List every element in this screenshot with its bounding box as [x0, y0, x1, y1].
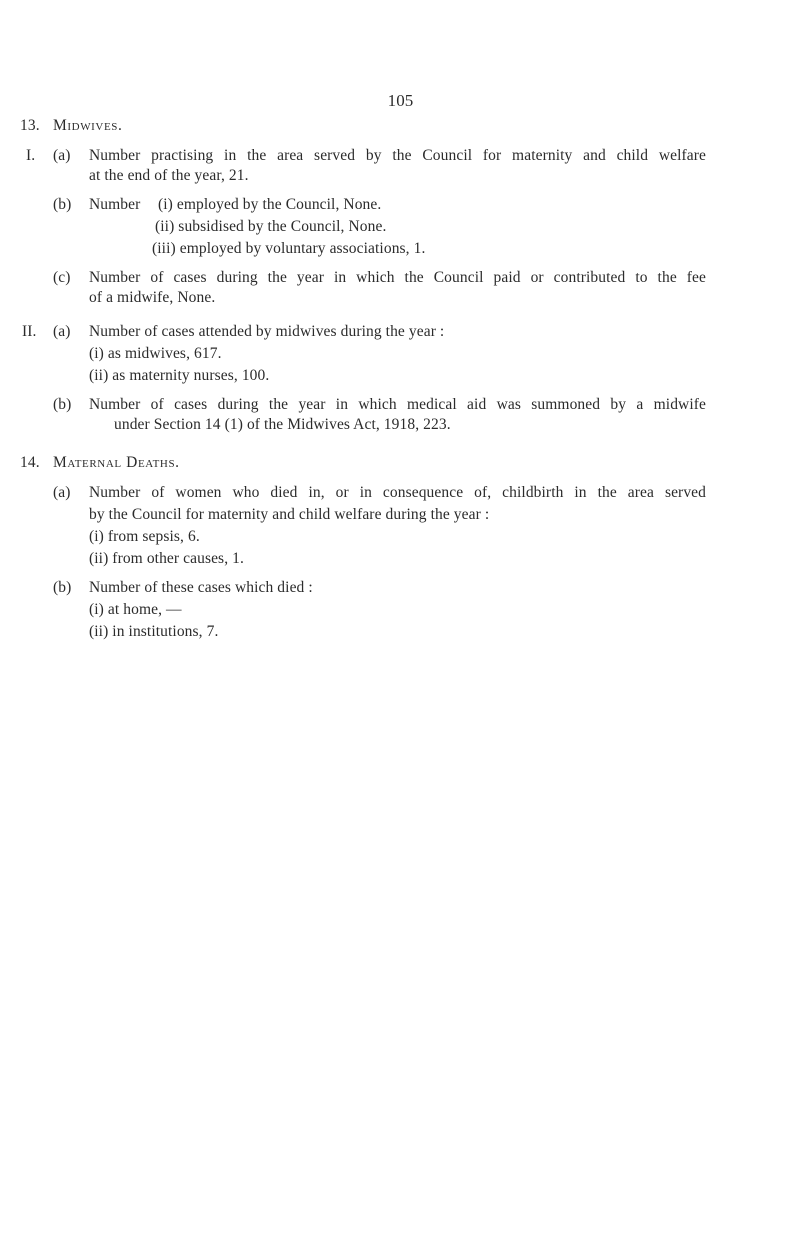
item-1b-label: (b) — [53, 196, 72, 213]
item-14b-line1: Number of these cases which died : — [89, 579, 313, 596]
item-1b-lead: Number — [89, 196, 141, 213]
item-2b-label: (b) — [53, 396, 72, 413]
item-14a-ii: (ii) from other causes, 1. — [89, 550, 244, 567]
item-2b-line2: under Section 14 (1) of the Midwives Act, 1918, 223. — [114, 416, 451, 433]
item-14a-i: (i) from sepsis, 6. — [89, 528, 200, 545]
item-2a-ii: (ii) as maternity nurses, 100. — [89, 367, 270, 384]
item-14b-label: (b) — [53, 579, 72, 596]
item-1b-iii: (iii) employed by voluntary associations, 1. — [152, 240, 426, 257]
page-number: 105 — [387, 91, 414, 110]
item-1a-line1: Number practising in the area served by the Council for maternity and child welfare — [89, 147, 706, 164]
item-1a-line2: at the end of the year, 21. — [89, 167, 249, 184]
section-14-heading: Maternal Deaths. — [53, 454, 180, 471]
item-14b-i: (i) at home, — — [89, 601, 182, 618]
item-14a-label: (a) — [53, 484, 71, 501]
item-2a-label: (a) — [53, 323, 71, 340]
item-1c-line2: of a midwife, None. — [89, 289, 216, 306]
item-2a-i: (i) as midwives, 617. — [89, 345, 222, 362]
part-2-label: II. — [22, 323, 37, 340]
section-14-number: 14. — [20, 454, 40, 471]
item-14a-line1: Number of women who died in, or in consequence of, childbirth in the area served — [89, 484, 706, 501]
part-1-label: I. — [26, 147, 36, 164]
item-2b-line1: Number of cases during the year in which medical aid was summoned by a midwife — [89, 396, 706, 413]
section-13-heading: Midwives. — [53, 117, 123, 134]
item-1b-i: (i) employed by the Council, None. — [158, 196, 382, 213]
item-1b-ii: (ii) subsidised by the Council, None. — [155, 218, 387, 235]
item-1a-label: (a) — [53, 147, 71, 164]
item-14a-line2: by the Council for maternity and child welfare during the year : — [89, 506, 490, 523]
item-1c-line1: Number of cases during the year in which the Council paid or contributed to the fee — [89, 269, 706, 286]
section-13-number: 13. — [20, 117, 40, 134]
item-14b-ii: (ii) in institutions, 7. — [89, 623, 219, 640]
item-1c-label: (c) — [53, 269, 71, 286]
item-2a-line1: Number of cases attended by midwives during the year : — [89, 323, 445, 340]
